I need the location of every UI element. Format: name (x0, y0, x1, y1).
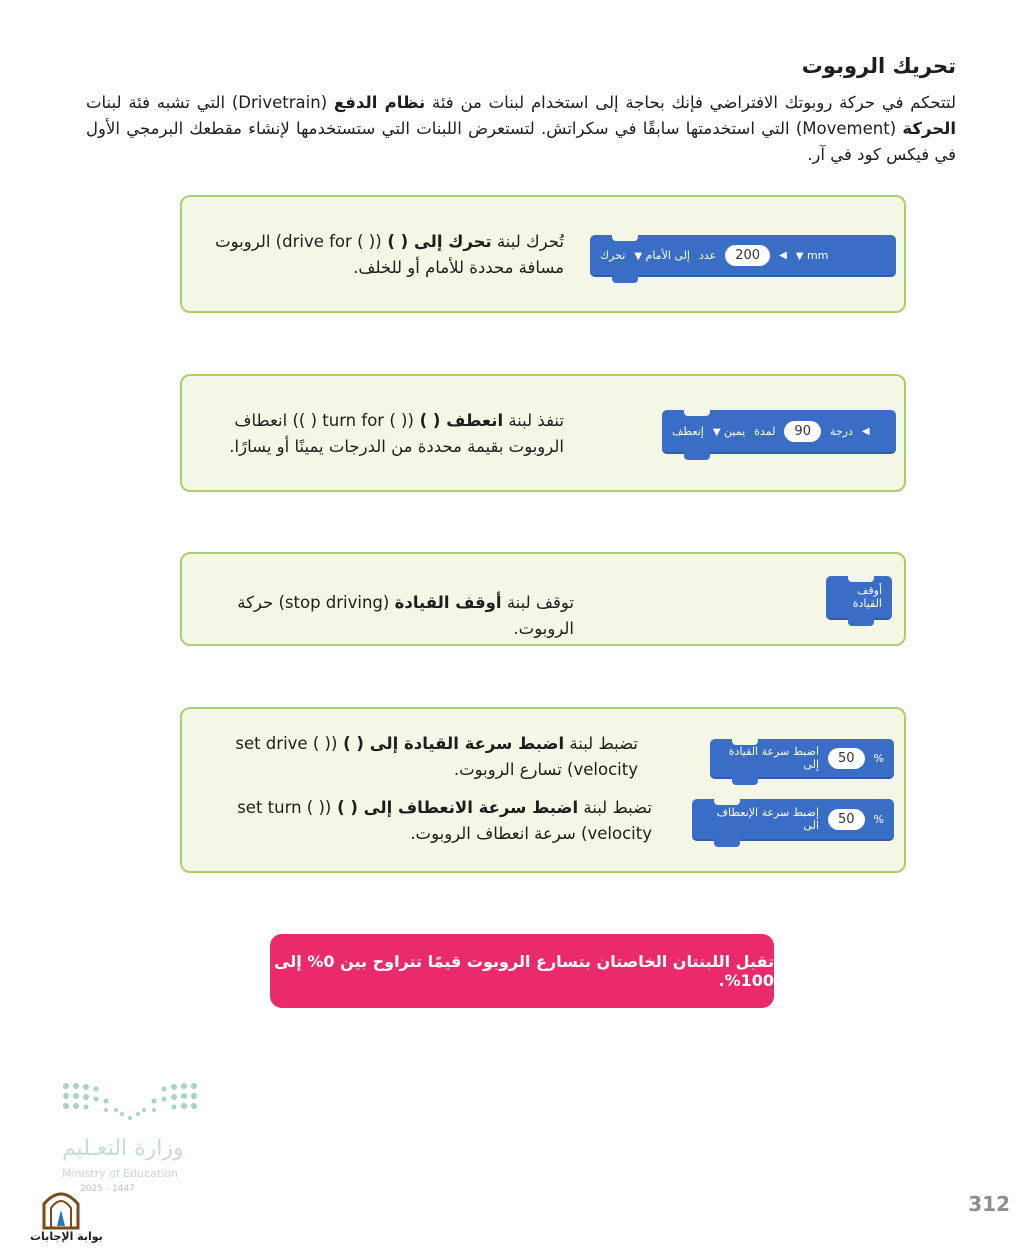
gate-logo-icon (30, 1186, 92, 1230)
block-label: إضبط سرعة الإنعطاف الى (716, 806, 819, 832)
note-banner: تقبل اللبنتان الخاصتان بتسارع الروبوت قيمًا تتراوح بين 0% إلى 100%. (270, 934, 774, 1008)
block-label: اضبط سرعة القيادة إلى (728, 745, 819, 771)
ministry-year: 2025 - 1447 (80, 1184, 135, 1194)
turn-for-block[interactable] (662, 410, 896, 454)
drive-for-block[interactable] (590, 235, 896, 277)
drive-velocity-input[interactable]: 50 (828, 748, 865, 769)
turn-for-card (180, 374, 906, 492)
caret-left-icon: ◀ (779, 249, 787, 261)
site-label: بوابة الإجابات (30, 1230, 103, 1243)
percent-label: % (873, 812, 884, 826)
direction-dropdown[interactable]: يمين ▼ (712, 424, 746, 438)
turn-for-description: تنفذ لبنة انعطف ( ) (( ) turn for ( )) انعطاف الروبوت بقيمة محددة من الدرجات يمينًا أو يسارًا. (229, 411, 564, 456)
turn-velocity-input[interactable]: 50 (828, 809, 865, 830)
drive-for-card (180, 195, 906, 313)
block-label: إنعطف (672, 424, 704, 438)
intro-paragraph: لتتحكم في حركة روبوتك الافتراضي فإنك بحاجة إلى استخدام لبنات من فئة نظام الدفع (Drivetrain) التي تشبه فئة لبنات الحركة (Movement) التي استخدمتها سابقًا في سكراتش. لتستعرض اللبنات التي ستستخدمها لإنشاء مقطعك البرمجي الأول في فيكس كود في آر. (86, 93, 957, 164)
percent-label: % (873, 751, 884, 765)
block-label: عدد (698, 248, 717, 262)
unit-dropdown[interactable]: mm ▼ (795, 248, 829, 262)
ministry-name-ar: وزارة التعـليم (62, 1136, 184, 1161)
ministry-name-en: Ministry of Education (62, 1167, 179, 1180)
block-label: لمدة (754, 424, 776, 438)
block-label: تحرك (600, 248, 626, 262)
chevron-down-icon: ▼ (712, 426, 721, 438)
direction-dropdown[interactable]: إلى الأمام ▼ (634, 248, 690, 262)
chevron-down-icon: ▼ (795, 250, 804, 262)
caret-left-icon: ◀ (861, 425, 870, 437)
drive-velocity-block[interactable] (710, 739, 894, 779)
block-label: درجة (829, 424, 853, 438)
stop-driving-description: توقف لبنة أوقف القيادة (stop driving) حركة الروبوت. (237, 593, 574, 638)
stop-driving-block[interactable] (826, 576, 892, 620)
stop-driving-card (180, 552, 906, 646)
page-number: 312 (968, 1192, 1010, 1216)
drive-for-description: تُحرك لبنة تحرك إلى ( ) (( ) drive for) الروبوت مسافة محددة للأمام أو للخلف. (215, 232, 564, 277)
block-label: أوقف القيادة (852, 584, 882, 610)
drive-velocity-description: تضبط لبنة اضبط سرعة القيادة إلى ( ) (( ) set drive velocity) تسارع الروبوت. (235, 734, 638, 779)
turn-velocity-block[interactable] (692, 799, 894, 841)
page-title: تحريك الروبوت (801, 54, 956, 78)
distance-input[interactable]: 200 (725, 245, 770, 266)
ministry-logo-icon (60, 1080, 200, 1130)
turn-velocity-description: تضبط لبنة اضبط سرعة الانعطاف إلى ( ) (( ) set turn velocity) سرعة انعطاف الروبوت. (237, 798, 652, 843)
chevron-down-icon: ▼ (634, 250, 643, 262)
velocity-card (180, 707, 906, 873)
angle-input[interactable]: 90 (784, 421, 821, 442)
